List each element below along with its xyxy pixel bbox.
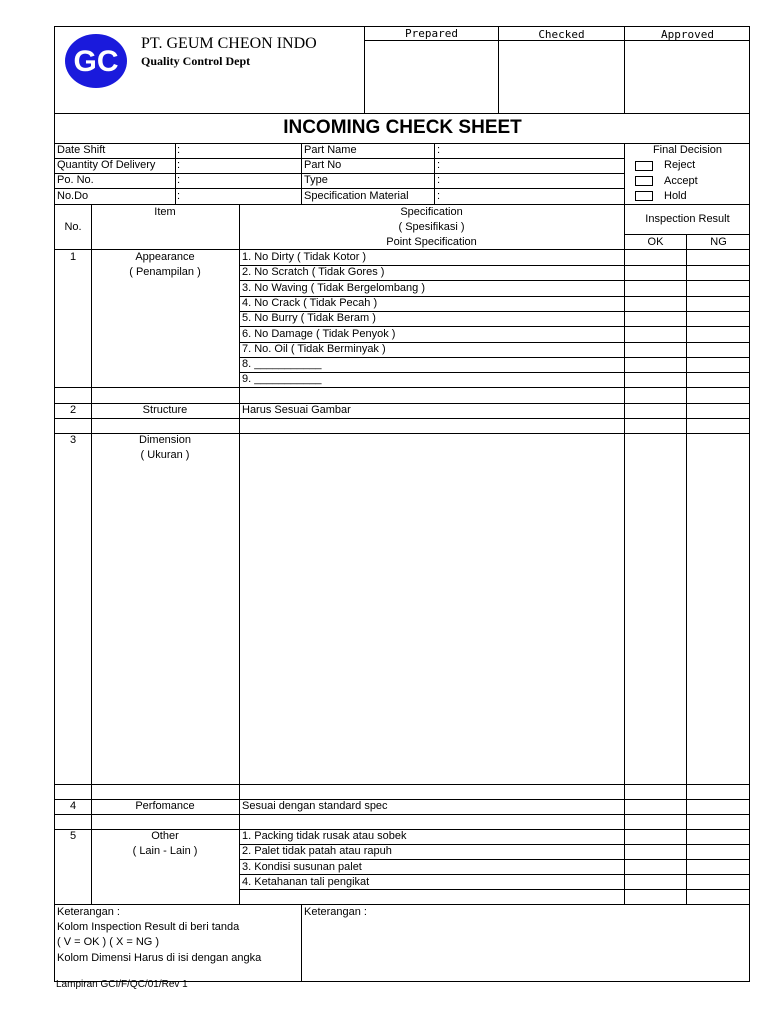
po-no-label: Po. No. (57, 174, 94, 186)
spec-line: 4. No Crack ( Tidak Pecah ) (242, 297, 378, 309)
type-label: Type (304, 174, 328, 186)
po-no-field[interactable] (183, 174, 299, 187)
department-name: Quality Control Dept (141, 54, 251, 68)
type-field[interactable] (443, 174, 622, 187)
performance-no: 4 (69, 800, 77, 812)
approval-prepared: Prepared (405, 27, 458, 40)
hold-label: Hold (664, 190, 687, 202)
header-inspection-result: Inspection Result (645, 213, 730, 225)
spec-line: 7. No. Oil ( Tidak Berminyak ) (242, 343, 386, 355)
spec-line: 1. No Dirty ( Tidak Kotor ) (242, 251, 367, 263)
approved-signature-box[interactable] (625, 41, 750, 113)
header-spec: Specification (400, 206, 463, 218)
header-item: Item (154, 206, 176, 218)
prepared-signature-box[interactable] (365, 41, 497, 113)
date-shift-label: Date Shift (57, 144, 106, 156)
spec-line: 2. Palet tidak patah atau rapuh (242, 845, 392, 857)
other-item-sub: ( Lain - Lain ) (132, 845, 198, 857)
spec-line: 2. No Scratch ( Tidak Gores ) (242, 266, 385, 278)
company-name: PT. GEUM CHEON INDO (141, 35, 317, 52)
dimension-no: 3 (69, 434, 77, 446)
part-name-label: Part Name (304, 144, 357, 156)
colon: : (177, 174, 181, 186)
performance-spec: Sesuai dengan standard spec (242, 800, 388, 812)
approval-checked: Checked (538, 28, 585, 41)
notes-left-label: Keterangan : (57, 906, 120, 918)
notes-left-line: Kolom Dimensi Harus di isi dengan angka (57, 952, 262, 964)
colon: : (437, 144, 441, 156)
reject-checkbox[interactable] (635, 161, 653, 171)
company-logo (63, 33, 129, 89)
form-reference-footer: Lampiran GCI/F/QC/01/Rev 1 (56, 979, 188, 990)
spec-line: 3. Kondisi susunan palet (242, 861, 362, 873)
spec-line: 8. ___________ (242, 358, 322, 370)
reject-label: Reject (664, 159, 696, 171)
part-no-field[interactable] (443, 159, 622, 172)
do-no-label: No.Do (57, 190, 89, 202)
performance-item: Perfomance (135, 800, 195, 812)
header-ok: OK (647, 236, 664, 248)
spec-line: 1. Packing tidak rusak atau sobek (242, 830, 407, 842)
dimension-item-sub: ( Ukuran ) (140, 449, 190, 461)
colon: : (177, 159, 181, 171)
structure-no: 2 (69, 404, 77, 416)
date-shift-field[interactable] (183, 144, 299, 157)
check-sheet-form (54, 26, 750, 982)
appearance-item-sub: ( Penampilan ) (129, 266, 201, 278)
spec-material-label: Specification Material (304, 190, 409, 202)
spec-line: 3. No Waving ( Tidak Bergelombang ) (242, 282, 426, 294)
header-point-spec: Point Specification (386, 236, 477, 248)
header-no: No. (64, 221, 82, 233)
other-no: 5 (69, 830, 77, 842)
hold-checkbox[interactable] (635, 191, 653, 201)
notes-left-line: ( V = OK ) ( X = NG ) (57, 936, 160, 948)
header-ng: NG (710, 236, 727, 248)
appearance-no: 1 (69, 251, 77, 263)
spec-line: 6. No Damage ( Tidak Penyok ) (242, 328, 396, 340)
colon: : (437, 174, 441, 186)
checked-signature-box[interactable] (499, 41, 623, 113)
final-decision-label: Final Decision (652, 144, 723, 156)
colon: : (437, 159, 441, 171)
part-no-label: Part No (304, 159, 342, 171)
notes-right-field[interactable] (305, 921, 745, 979)
spec-line: 4. Ketahanan tali pengikat (242, 876, 370, 888)
logo-text: GC (73, 45, 119, 78)
dimension-entry-area[interactable] (240, 434, 624, 784)
other-item: Other (151, 830, 179, 842)
structure-spec: Harus Sesuai Gambar (242, 404, 351, 416)
dimension-item: Dimension (139, 434, 191, 446)
approval-approved: Approved (661, 28, 714, 41)
appearance-item: Appearance (135, 251, 195, 263)
colon: : (437, 190, 441, 202)
structure-item: Structure (142, 404, 188, 416)
notes-left-line: Kolom Inspection Result di beri tanda (57, 921, 240, 933)
quantity-label: Quantity Of Delivery (57, 159, 156, 171)
sheet-title: INCOMING CHECK SHEET (283, 117, 522, 138)
spec-line: 9. ___________ (242, 373, 322, 385)
colon: : (177, 190, 181, 202)
accept-checkbox[interactable] (635, 176, 653, 186)
do-no-field[interactable] (183, 190, 299, 203)
part-name-field[interactable] (443, 144, 622, 157)
header-spec-sub: ( Spesifikasi ) (398, 221, 465, 233)
colon: : (177, 144, 181, 156)
notes-right-label: Keterangan : (304, 906, 367, 918)
spec-material-field[interactable] (443, 190, 622, 203)
accept-label: Accept (664, 175, 698, 187)
quantity-field[interactable] (183, 159, 299, 172)
spec-line: 5. No Burry ( Tidak Beram ) (242, 312, 376, 324)
